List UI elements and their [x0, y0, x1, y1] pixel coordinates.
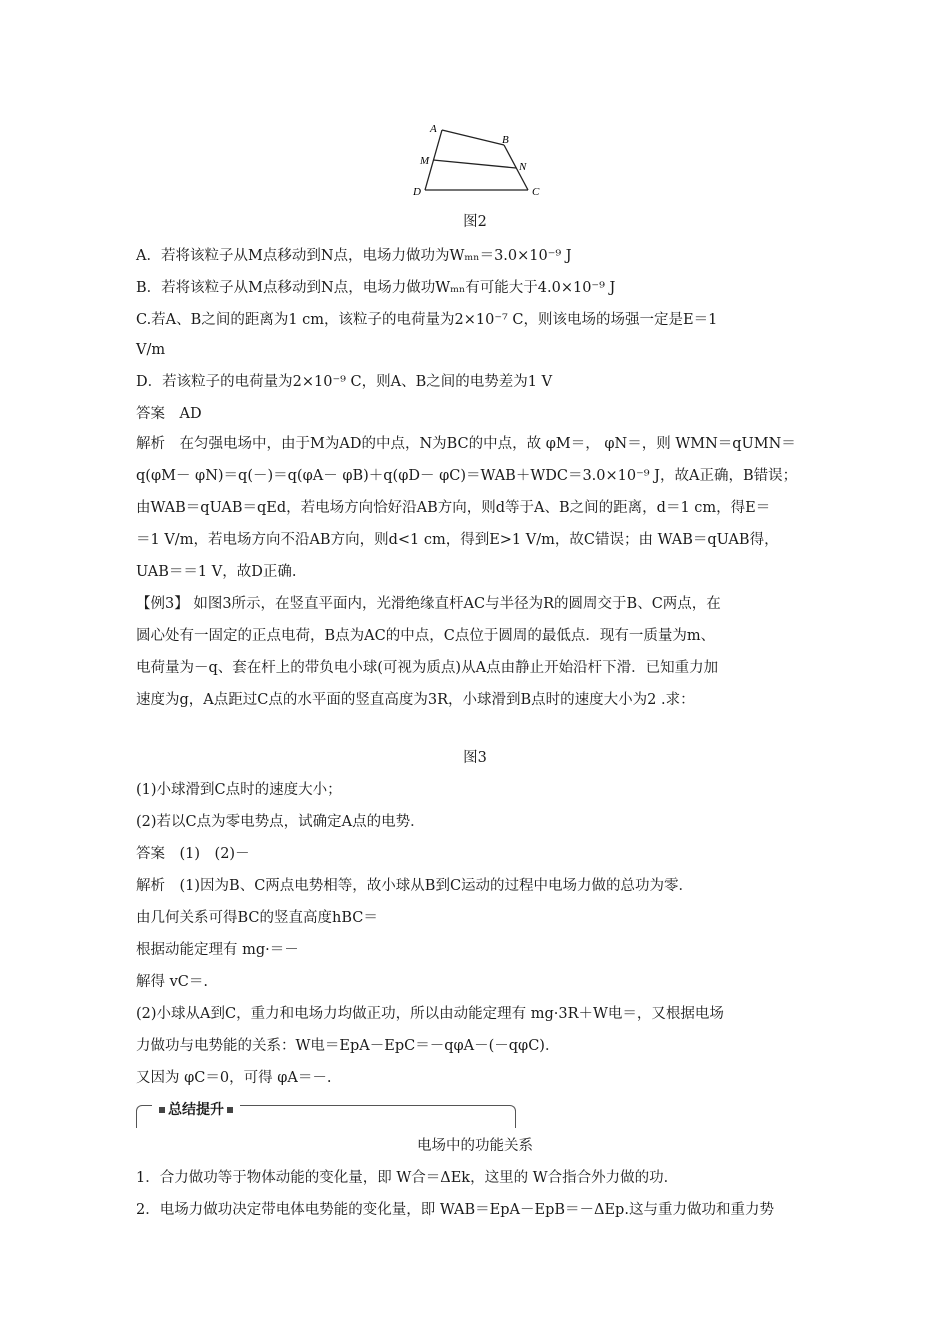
question-2: (2)若以C点为零电势点，试确定A点的电势．: [136, 814, 425, 830]
label-a: A: [430, 123, 437, 135]
analysis-3-line2: 由几何关系可得BC的竖直高度hBC＝: [136, 910, 378, 926]
analysis-1-line5: UAB＝＝1 V，故D正确.: [136, 564, 297, 580]
square-bullet-icon: [159, 1107, 165, 1113]
summary-point-1: 1．合力做功等于物体动能的变化量，即 W合＝ΔEk，这里的 W合指合外力做的功．: [136, 1170, 679, 1186]
analysis-1-line1: 解析 在匀强电场中，由于M为AD的中点，N为BC的中点，故 φM＝， φN＝，则 WMN＝qUMN＝: [136, 436, 796, 452]
analysis-1-line2: q(φM－ φN)＝q(－)＝q(φA－ φB)＋q(φD－ φC)＝WAB＋WDC＝3.0×10⁻⁹ J，故A正确，B错误；: [136, 468, 798, 484]
analysis-1-line4: ＝1 V/m，若电场方向不沿AB方向，则d<1 cm，得到E>1 V/m，故C错误；由 WAB＝qUAB得，: [136, 532, 779, 548]
label-n: N: [519, 161, 527, 173]
example-3-line1: 【例3】 如图3所示，在竖直平面内，光滑绝缘直杆AC与半径为R的圆周交于B、C两点，在: [136, 596, 721, 612]
label-m: M: [420, 155, 430, 167]
edge-ab: [442, 130, 504, 145]
option-c-cont: V/m: [136, 342, 166, 358]
square-bullet-icon: [227, 1107, 233, 1113]
summary-heading-text: 总结提升: [168, 1102, 224, 1118]
analysis-3-line7: 又因为 φC＝0，可得 φA＝－.: [136, 1070, 332, 1086]
label-c: C: [532, 186, 540, 198]
answer-3: 答案 (1) (2)－: [136, 846, 250, 862]
summary-heading: [152, 1099, 240, 1119]
answer-1: 答案 AD: [136, 406, 202, 422]
option-a: A．若将该粒子从M点移动到N点，电场力做功为Wₘₙ＝3.0×10⁻⁹ J: [136, 248, 572, 264]
analysis-3-line5: (2)小球从A到C，重力和电场力均做正功，所以由动能定理有 mg·3R＋W电＝，又根据电场: [136, 1006, 724, 1022]
question-1: (1)小球滑到C点时的速度大小；: [136, 782, 342, 798]
label-d: D: [413, 186, 421, 198]
option-b: B．若将该粒子从M点移动到N点，电场力做功Wₘₙ有可能大于4.0×10⁻⁹ J: [136, 280, 616, 296]
example-3-line2: 圆心处有一固定的正点电荷，B点为AC的中点，C点位于圆周的最低点．现有一质量为m、: [136, 628, 716, 644]
example-3-line3: 电荷量为－q、套在杆上的带负电小球(可视为质点)从A点由静止开始沿杆下滑．已知重力加: [136, 660, 719, 676]
figure-3-caption: 图3: [463, 750, 487, 766]
label-b: B: [502, 134, 509, 146]
summary-point-2: 2．电场力做功决定带电体电势能的变化量，即 WAB＝EpA－EpB＝－ΔEp.这与重力做功和重力势: [136, 1202, 774, 1218]
figure-2-trapezoid: [410, 118, 550, 200]
summary-subtitle: 电场中的功能关系: [417, 1138, 533, 1154]
figure-2-caption: 图2: [463, 214, 487, 230]
option-d: D．若该粒子的电荷量为2×10⁻⁹ C，则A、B之间的电势差为1 V: [136, 374, 553, 390]
example-3-line4: 速度为g，A点距过C点的水平面的竖直高度为3R，小球滑到B点时的速度大小为2 .求：: [136, 692, 695, 708]
analysis-3-line1: 解析 (1)因为B、C两点电势相等，故小球从B到C运动的过程中电场力做的总功为零．: [136, 878, 694, 894]
analysis-3-line3: 根据动能定理有 mg·＝－: [136, 942, 299, 958]
analysis-3-line4: 解得 vC＝.: [136, 974, 209, 990]
analysis-3-line6: 力做功与电势能的关系：W电＝EpA－EpC＝－qφA－(－qφC)．: [136, 1038, 560, 1054]
edge-mn: [433, 160, 516, 168]
analysis-1-line3: 由WAB＝qUAB＝qEd，若电场方向恰好沿AB方向，则d等于A、B之间的距离，d＝1 cm，得E＝: [136, 500, 771, 516]
option-c: C.若A、B之间的距离为1 cm，该粒子的电荷量为2×10⁻⁷ C，则该电场的场强一定是E＝1: [136, 312, 718, 328]
